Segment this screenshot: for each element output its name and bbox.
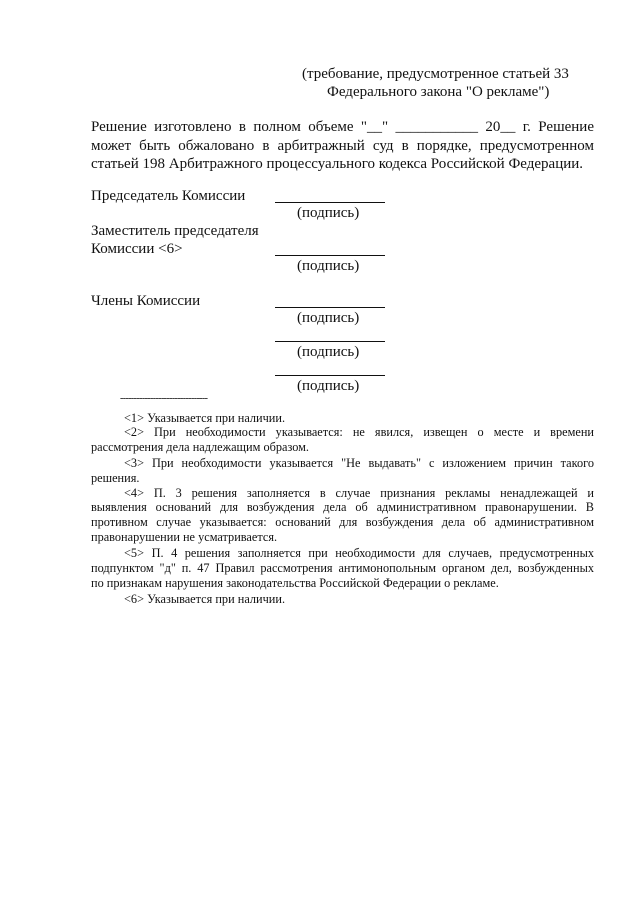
- deputy-label-line-1: Заместитель председателя: [91, 223, 259, 239]
- member-1-signature-line: [275, 307, 385, 308]
- members-label: Члены Комиссии: [91, 293, 201, 309]
- footnote-5-line-1: <5> П. 4 решения заполняется при необходимости для случаев, предусмотренных: [124, 546, 594, 560]
- decision-line-3: статьей 198 Арбитражного процессуального кодекса Российской Федерации.: [91, 156, 584, 172]
- footnote-6: <6> Указывается при наличии.: [124, 592, 286, 606]
- footnote-4-line-3: противном случае указывается: оснований для возбуждения дела об административном: [91, 515, 594, 529]
- footnote-4-line-1: <4> П. 3 решения заполняется в случае признания рекламы ненадлежащей и: [124, 486, 594, 500]
- header-line-1: (требование, предусмотренное статьей 33: [302, 66, 569, 82]
- chair-signature-caption: (подпись): [297, 205, 360, 221]
- deputy-signature-line: [275, 255, 385, 256]
- member-3-signature-line: [275, 375, 385, 376]
- chair-label: Председатель Комиссии: [91, 188, 246, 204]
- footnote-2-line-1: <2> При необходимости указывается: не явился, извещен о месте и времени: [124, 425, 594, 439]
- member-1-signature-caption: (подпись): [297, 310, 360, 326]
- header-line-2: Федерального закона "О рекламе"): [327, 84, 550, 100]
- member-2-signature-line: [275, 341, 385, 342]
- footnote-3-line-1: <3> При необходимости указывается "Не выдавать" с изложением причин такого: [124, 456, 594, 470]
- footnote-4-line-4: правонарушении не усматривается.: [91, 530, 278, 544]
- footnote-4-line-2: выявления оснований для возбуждения дела об административном правонарушении. В: [91, 500, 594, 514]
- footnote-5-line-3: по признакам нарушения законодательства Российской Федерации о рекламе.: [91, 576, 499, 590]
- decision-line-1: Решение изготовлено в полном объеме "__" ___________ 20__ г. Решение: [91, 119, 594, 135]
- footnote-1: <1> Указывается при наличии.: [124, 411, 286, 425]
- member-3-signature-caption: (подпись): [297, 378, 360, 394]
- footnote-separator: --------------------------------: [120, 393, 208, 404]
- member-2-signature-caption: (подпись): [297, 344, 360, 360]
- footnote-5-line-2: подпунктом "д" п. 47 Правил рассмотрения антимонопольным органом дел, возбужденных: [91, 561, 594, 575]
- footnote-2-line-2: рассмотрения дела надлежащим образом.: [91, 440, 310, 454]
- deputy-label-line-2: Комиссии <6>: [91, 241, 183, 257]
- deputy-signature-caption: (подпись): [297, 258, 360, 274]
- footnote-3-line-2: решения.: [91, 471, 140, 485]
- chair-signature-line: [275, 202, 385, 203]
- decision-line-2: может быть обжаловано в арбитражный суд в порядке, предусмотренном: [91, 138, 594, 154]
